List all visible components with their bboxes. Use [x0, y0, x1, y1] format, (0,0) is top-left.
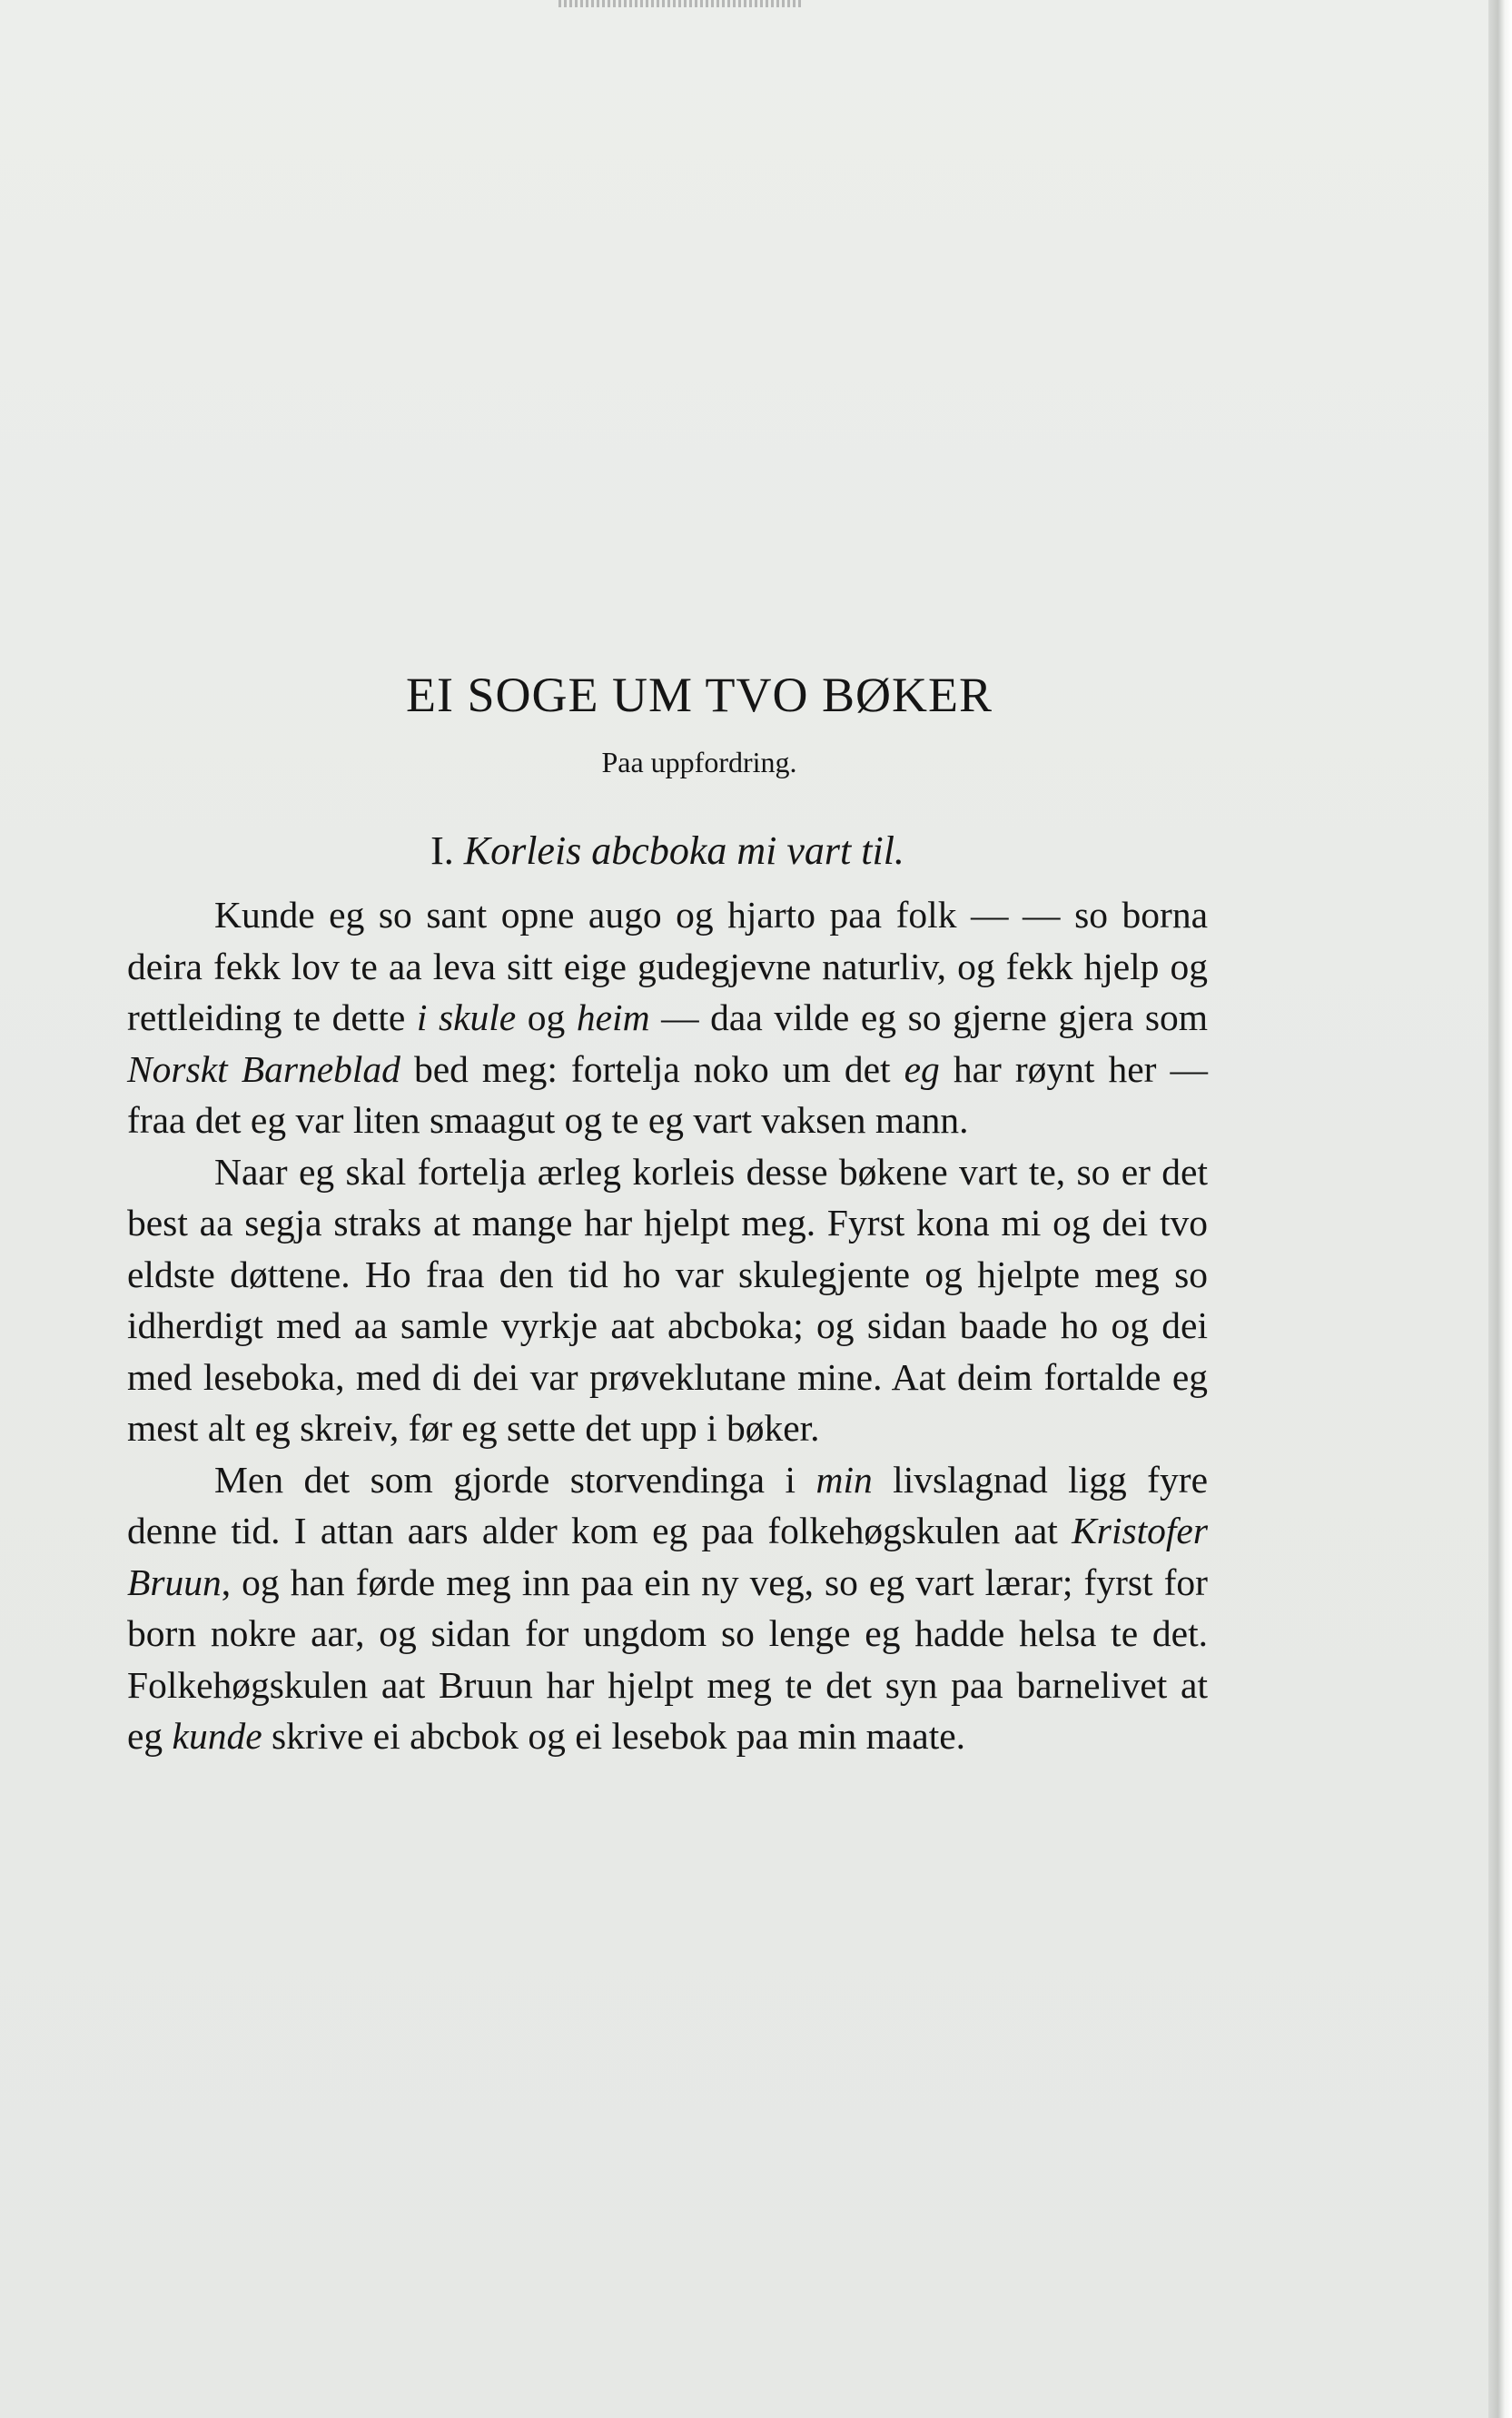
text-run: skrive ei abcbok og ei lesebok paa min maate.: [262, 1715, 966, 1757]
document-subtitle: Paa uppfordring.: [601, 746, 797, 778]
italic-run: i skule: [416, 996, 517, 1038]
section-heading: [127, 824, 1208, 878]
text-run: — daa vilde eg so gjerne gjera som: [649, 996, 1209, 1038]
italic-run: Norskt Barneblad: [127, 1047, 400, 1090]
page-content: [127, 659, 1208, 1762]
italic-run: min: [815, 1458, 873, 1501]
text-run: Men det som gjorde storvendinga i: [214, 1458, 816, 1501]
text-run: Kunde eg so sant opne augo og hjarto paa folk — — so borna deira fekk lov te aa leva sitt eige gudegjevne naturliv, og fekk hjelp og rettleiding te dette: [127, 894, 1208, 1038]
text-run: bed meg: fortelja noko um det: [400, 1047, 904, 1090]
document-title: EI SOGE UM TVO BØKER: [405, 668, 993, 722]
paragraph-3: [127, 1454, 1208, 1762]
italic-run: heim: [576, 996, 650, 1038]
body-text: [127, 889, 1208, 1762]
page-edge: [1488, 0, 1512, 2418]
italic-run: eg: [904, 1047, 940, 1090]
text-run: livslagnad ligg fyre denne tid. I attan aars alder kom eg paa folkehøgskulen aat: [127, 1458, 1208, 1551]
text-run: og: [516, 996, 577, 1038]
paragraph-1: [127, 889, 1208, 1146]
text-run: , og han førde meg inn paa ein ny veg, so eg vart lærar; fyrst for born nokre aar, og sidan for ungdom so lenge eg hadde helsa te det. Folkehøgskulen aat Bruun har hjelpt meg te det syn paa barnelivet at eg: [127, 1561, 1208, 1757]
scan-artifact: [558, 0, 804, 7]
italic-run: Kristofer Bruun: [127, 1510, 1208, 1603]
text-run: Naar eg skal fortelja ærleg korleis desse bøkene vart te, so er det best aa segja straks at mange har hjelpt meg. Fyrst kona mi og dei tvo eldste døttene. Ho fraa den tid ho var skulegjente og hjelpte meg so idherdigt med aa samle vyrkje aat abcboka; og sidan baade ho og dei med leseboka, med di dei var prøveklutane mine. Aat deim fortalde eg mest alt eg skreiv, før eg sette det upp i bøker.: [127, 1150, 1208, 1449]
italic-run: kunde: [172, 1715, 262, 1757]
text-run: har røynt her — fraa det eg var liten smaagut og te eg vart vaksen mann.: [127, 1047, 1208, 1141]
section-numeral: I.: [430, 828, 454, 873]
paragraph-2: [127, 1146, 1208, 1454]
section-heading-text: Korleis abcboka mi vart til.: [463, 828, 904, 873]
